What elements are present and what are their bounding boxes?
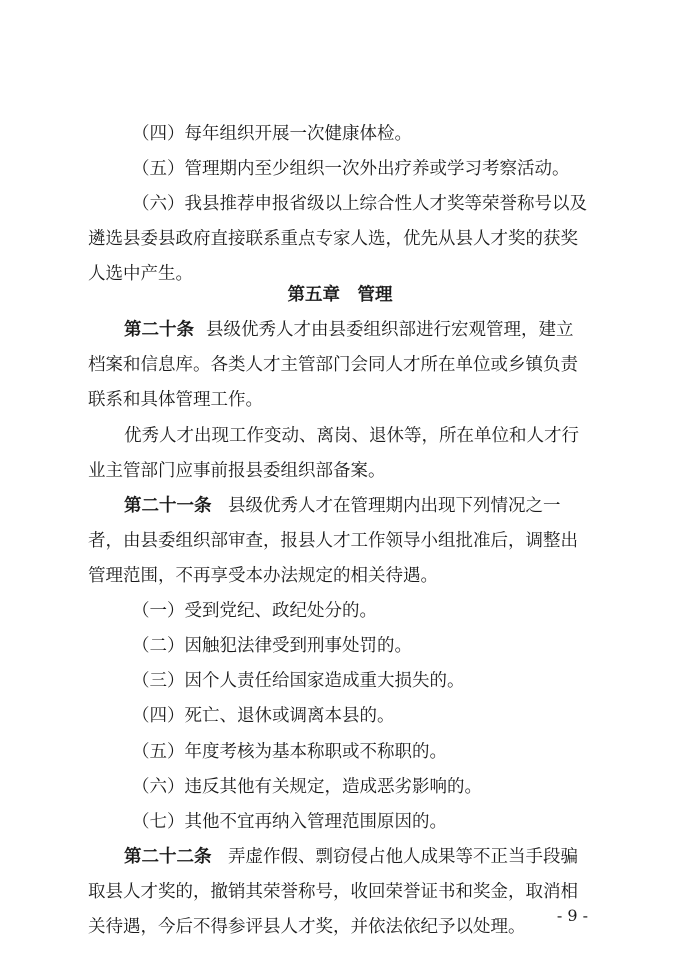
line-text: （七）其他不宜再纳入管理范围原因的。 [132,812,447,832]
line-text: （六）违反其他有关规定，造成恶劣影响的。 [132,777,482,797]
line-text: （五）年度考核为基本称职或不称职的。 [132,742,447,762]
list-item [0,701,680,731]
page-number: - 9 - [556,906,588,925]
article-line [0,842,680,872]
list-item [0,631,680,661]
line-text: 人选中产生。 [88,264,193,284]
line-text: 县级优秀人才在管理期内出现下列情况之一 [228,496,561,516]
article-line [0,491,680,521]
text-line [0,421,680,451]
list-item [0,737,680,767]
text-line [0,385,680,415]
line-text: 联系和具体管理工作。 [88,390,263,410]
list-item [0,772,680,802]
line-text: 档案和信息库。各类人才主管部门会同人才所在单位或乡镇负责 [88,355,578,375]
line-text: （五）管理期内至少组织一次外出疗养或学习考察活动。 [132,159,570,179]
line-text: 管理范围，不再享受本办法规定的相关待遇。 [88,566,438,586]
text-line [0,456,680,486]
list-item [0,666,680,696]
article-heading: 第二十一条 [124,496,212,516]
text-line [0,350,680,380]
line-text: （三）因个人责任给国家造成重大损失的。 [132,671,465,691]
list-item [0,807,680,837]
article-line [0,315,680,345]
text-line [0,189,680,219]
line-text: 业主管部门应事前报县委组织部备案。 [88,461,386,481]
text-line [0,561,680,591]
line-text: （一）受到党纪、政纪处分的。 [132,601,377,621]
text-line [0,526,680,556]
chapter-title: 第五章 管理 [287,285,393,305]
text-line [0,877,680,907]
chapter-heading [0,280,680,310]
text-line [0,119,680,149]
line-text: （四）每年组织开展一次健康体检。 [132,124,412,144]
line-text: 取县人才奖的，撤销其荣誉称号，收回荣誉证书和奖金，取消相 [88,882,578,902]
text-line [0,224,680,254]
line-text: （六）我县推荐申报省级以上综合性人才奖等荣誉称号以及 [132,194,587,214]
article-heading: 第二十二条 [124,847,212,867]
line-text: 县级优秀人才由县委组织部进行宏观管理，建立 [206,320,574,340]
line-text: （四）死亡、退休或调离本县的。 [132,706,395,726]
line-text: 弄虚作假、剽窃侵占他人成果等不正当手段骗 [228,847,578,867]
line-text: 优秀人才出现工作变动、离岗、退休等，所在单位和人才行 [124,426,579,446]
line-text: （二）因触犯法律受到刑事处罚的。 [132,636,412,656]
text-line [0,154,680,184]
line-text: 遴选县委县政府直接联系重点专家人选，优先从县人才奖的获奖 [88,229,578,249]
line-text: 关待遇，今后不得参评县人才奖，并依法依纪予以处理。 [88,917,526,937]
line-text: 者，由县委组织部审查，报县人才工作领导小组批准后，调整出 [88,531,578,551]
list-item [0,596,680,626]
article-heading: 第二十条 [124,320,194,340]
